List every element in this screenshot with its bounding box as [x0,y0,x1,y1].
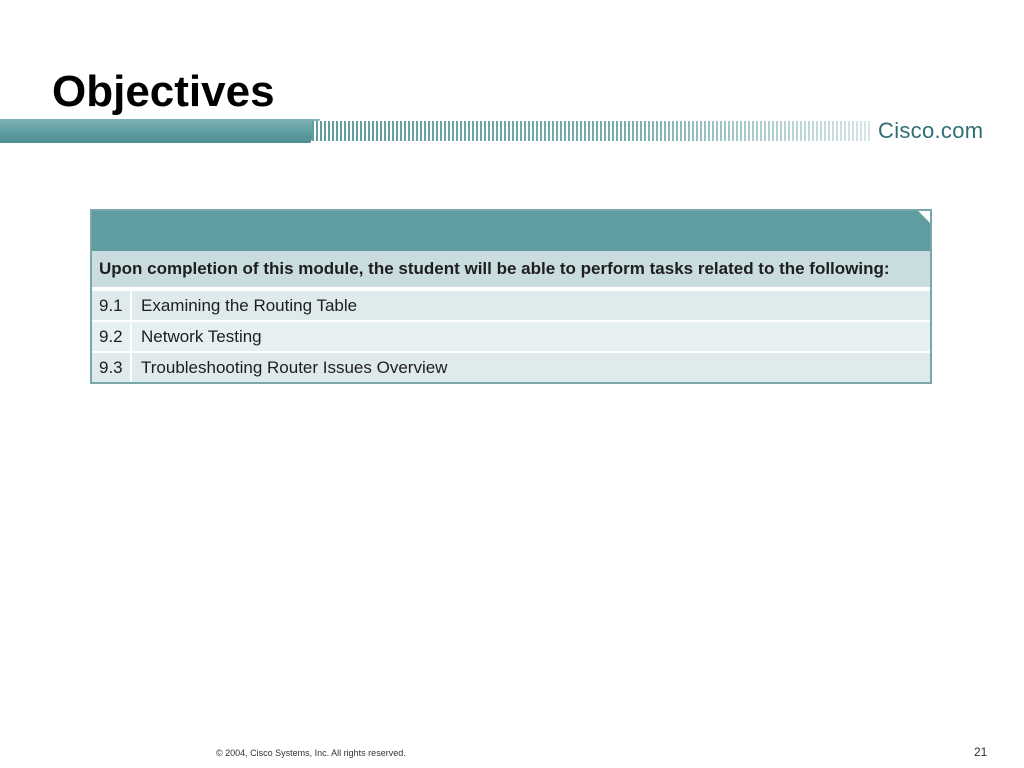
header-bar [0,119,1024,143]
table-header-band [92,211,930,251]
table-row [92,289,930,320]
table-body [92,289,930,382]
objective-text: Troubleshooting Router Issues Overview [141,358,448,377]
table-row [92,351,930,382]
header-bar-solid [0,119,320,143]
cisco-logo: Cisco.com [878,118,984,143]
objective-number: 9.2 [92,322,132,351]
objective-text: Network Testing [141,327,262,346]
header-bar-stripes [312,121,872,141]
objective-number: 9.3 [92,353,132,382]
objective-number: 9.1 [92,291,132,320]
slide-title: Objectives [52,67,275,116]
footer-copyright: © 2004, Cisco Systems, Inc. All rights reserved. [216,748,406,758]
page-number: 21 [974,745,988,759]
objectives-table [90,209,932,384]
table-intro: Upon completion of this module, the student will be able to perform tasks related to the following: [92,251,930,289]
table-row [92,320,930,351]
objective-text: Examining the Routing Table [141,296,358,315]
